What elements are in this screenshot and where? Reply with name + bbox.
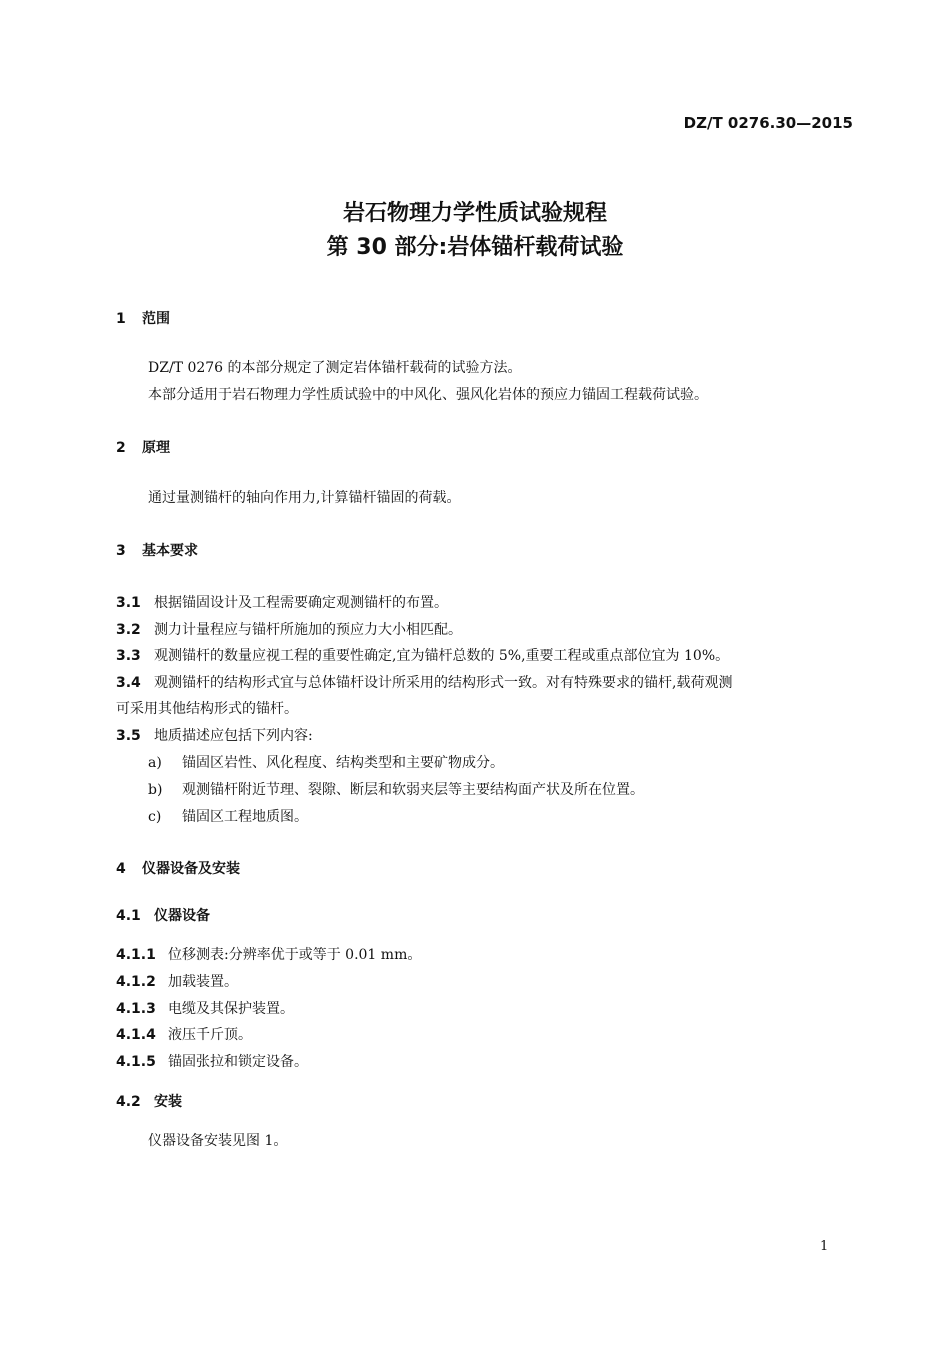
section-2-heading: [116, 437, 170, 457]
paragraph: 本部分适用于岩石物理力学性质试验中的中风化、强风化岩体的预应力锚固工程载荷试验。: [148, 387, 708, 403]
section-number: 1: [116, 311, 126, 327]
section-4-heading: [116, 858, 240, 878]
clause-number: 3.3: [116, 648, 141, 664]
list-label: c): [148, 809, 162, 825]
subsection-title: 仪器设备: [154, 908, 210, 924]
document-subtitle: 第 30 部分:岩体锚杆载荷试验: [326, 235, 624, 260]
clause-number: 3.4: [116, 675, 141, 691]
clause-3-5: [116, 725, 313, 745]
section-number: 4: [116, 861, 126, 877]
clause-number: 3.5: [116, 728, 141, 744]
clause-number: 3.2: [116, 622, 141, 638]
clause-text: 根据锚固设计及工程需要确定观测锚杆的布置。: [154, 595, 448, 611]
clause-4-1-4: [116, 1024, 252, 1044]
list-item-b: [148, 779, 644, 799]
clause-number: 4.1.1: [116, 947, 156, 963]
clause-4-1-2: [116, 971, 238, 991]
clause-4-1-3: [116, 998, 294, 1018]
document-title: 岩石物理力学性质试验规程: [342, 201, 607, 226]
paragraph: 通过量测锚杆的轴向作用力,计算锚杆锚固的荷载。: [148, 490, 461, 506]
list-item-a: [148, 752, 504, 772]
clause-4-1-1: [116, 944, 421, 964]
clause-text: 地质描述应包括下列内容:: [154, 728, 313, 744]
clause-text: 电缆及其保护装置。: [168, 1001, 294, 1017]
clause-text: 位移测表:分辨率优于或等于 0.01 mm。: [168, 947, 422, 963]
section-title: 基本要求: [142, 543, 198, 559]
clause-number: 4.1.5: [116, 1054, 156, 1070]
clause-3-2: [116, 619, 462, 639]
paragraph: DZ/T 0276 的本部分规定了测定岩体锚杆载荷的试验方法。: [148, 360, 522, 376]
clause-text: 锚固张拉和锁定设备。: [168, 1054, 308, 1070]
section-1-heading: [116, 308, 170, 328]
section-3-heading: [116, 540, 198, 560]
subsection-4-1-heading: [116, 905, 210, 925]
clause-text: 加载装置。: [168, 974, 238, 990]
clause-text: 观测锚杆的数量应视工程的重要性确定,宜为锚杆总数的 5%,重要工程或重点部位宜为 10%。: [154, 648, 730, 664]
list-label: a): [148, 755, 162, 771]
subsection-number: 4.1: [116, 908, 141, 924]
clause-3-4: [116, 672, 732, 692]
section-title: 仪器设备及安装: [142, 861, 240, 877]
list-text: 观测锚杆附近节理、裂隙、断层和软弱夹层等主要结构面产状及所在位置。: [182, 782, 644, 798]
list-text: 锚固区工程地质图。: [182, 809, 308, 825]
standard-code: DZ/T 0276.30—2015: [683, 114, 853, 132]
clause-text: 液压千斤顶。: [168, 1027, 252, 1043]
clause-text: 观测锚杆的结构形式宜与总体锚杆设计所采用的结构形式一致。对有特殊要求的锚杆,载荷观测: [154, 675, 733, 691]
list-text: 锚固区岩性、风化程度、结构类型和主要矿物成分。: [182, 755, 504, 771]
clause-3-1: [116, 592, 448, 612]
page-number: 1: [820, 1239, 829, 1254]
section-title: 范围: [142, 311, 170, 327]
list-label: b): [148, 782, 163, 798]
clause-text: 测力计量程应与锚杆所施加的预应力大小相匹配。: [154, 622, 462, 638]
paragraph: 仪器设备安装见图 1。: [148, 1133, 288, 1149]
clause-number: 3.1: [116, 595, 141, 611]
section-number: 3: [116, 543, 126, 559]
section-number: 2: [116, 440, 126, 456]
clause-3-4-continued: 可采用其他结构形式的锚杆。: [116, 701, 298, 717]
clause-number: 4.1.3: [116, 1001, 156, 1017]
subsection-title: 安装: [154, 1094, 182, 1110]
subsection-4-2-heading: [116, 1091, 182, 1111]
clause-number: 4.1.2: [116, 974, 156, 990]
clause-4-1-5: [116, 1051, 308, 1071]
clause-3-3: [116, 645, 729, 665]
subsection-number: 4.2: [116, 1094, 141, 1110]
list-item-c: [148, 806, 308, 826]
section-title: 原理: [142, 440, 170, 456]
clause-number: 4.1.4: [116, 1027, 156, 1043]
